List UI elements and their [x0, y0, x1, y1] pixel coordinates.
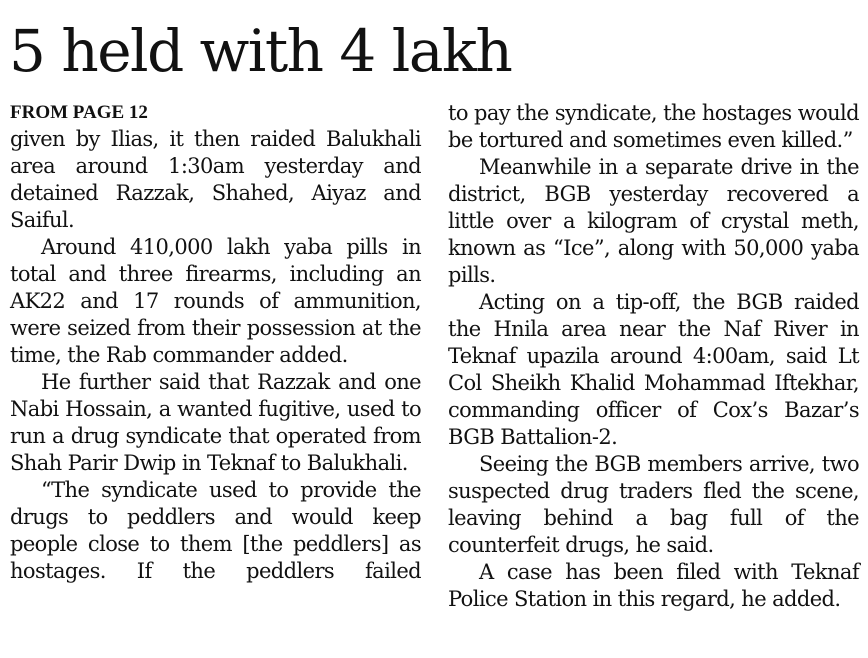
paragraph: Meanwhile in a separate drive in the district, BGB yesterday recovered a little over a kilogram of crystal meth, known as “Ice”, along with 50,000 yaba pills.	[448, 155, 859, 287]
paragraph: He further said that Razzak and one Nabi Hossain, a wanted fugitive, used to run a drug syndicate that operated from Shah Parir Dwip in Teknaf to Balukhali.	[10, 370, 421, 475]
headline: 5 held with 4 lakh	[9, 17, 512, 85]
paragraph: “The syndicate used to provide the drugs to peddlers and would keep people close to them [the peddlers] as hostages. If the peddlers failed	[10, 478, 421, 583]
paragraph: to pay the syndicate, the hostages would be tortured and sometimes even killed.”	[448, 101, 859, 152]
paragraph: Acting on a tip-off, the BGB raided the Hnila area near the Naf River in Teknaf upazila around 4:00am, said Lt Col Sheikh Khalid Mohammad Iftekhar, commanding officer of Cox’s Bazar’s BGB Battalion-2.	[448, 290, 859, 449]
continuation-kicker: FROM PAGE 12	[10, 102, 148, 123]
paragraph: given by Ilias, it then raided Balukhali area around 1:30am yesterday and detained Razzak, Shahed, Aiyaz and Saiful.	[10, 127, 421, 232]
paragraph: Around 410,000 lakh yaba pills in total and three firearms, including an AK22 and 17 rounds of ammunition, were seized from their possession at the time, the Rab commander added.	[10, 235, 421, 367]
paragraph: A case has been filed with Teknaf Police Station in this regard, he added.	[448, 560, 859, 611]
paragraph: Seeing the BGB members arrive, two suspected drug traders fled the scene, leaving behind a bag full of the counterfeit drugs, he said.	[448, 452, 859, 557]
article-column-right	[448, 100, 859, 613]
article-column-left	[10, 100, 421, 585]
